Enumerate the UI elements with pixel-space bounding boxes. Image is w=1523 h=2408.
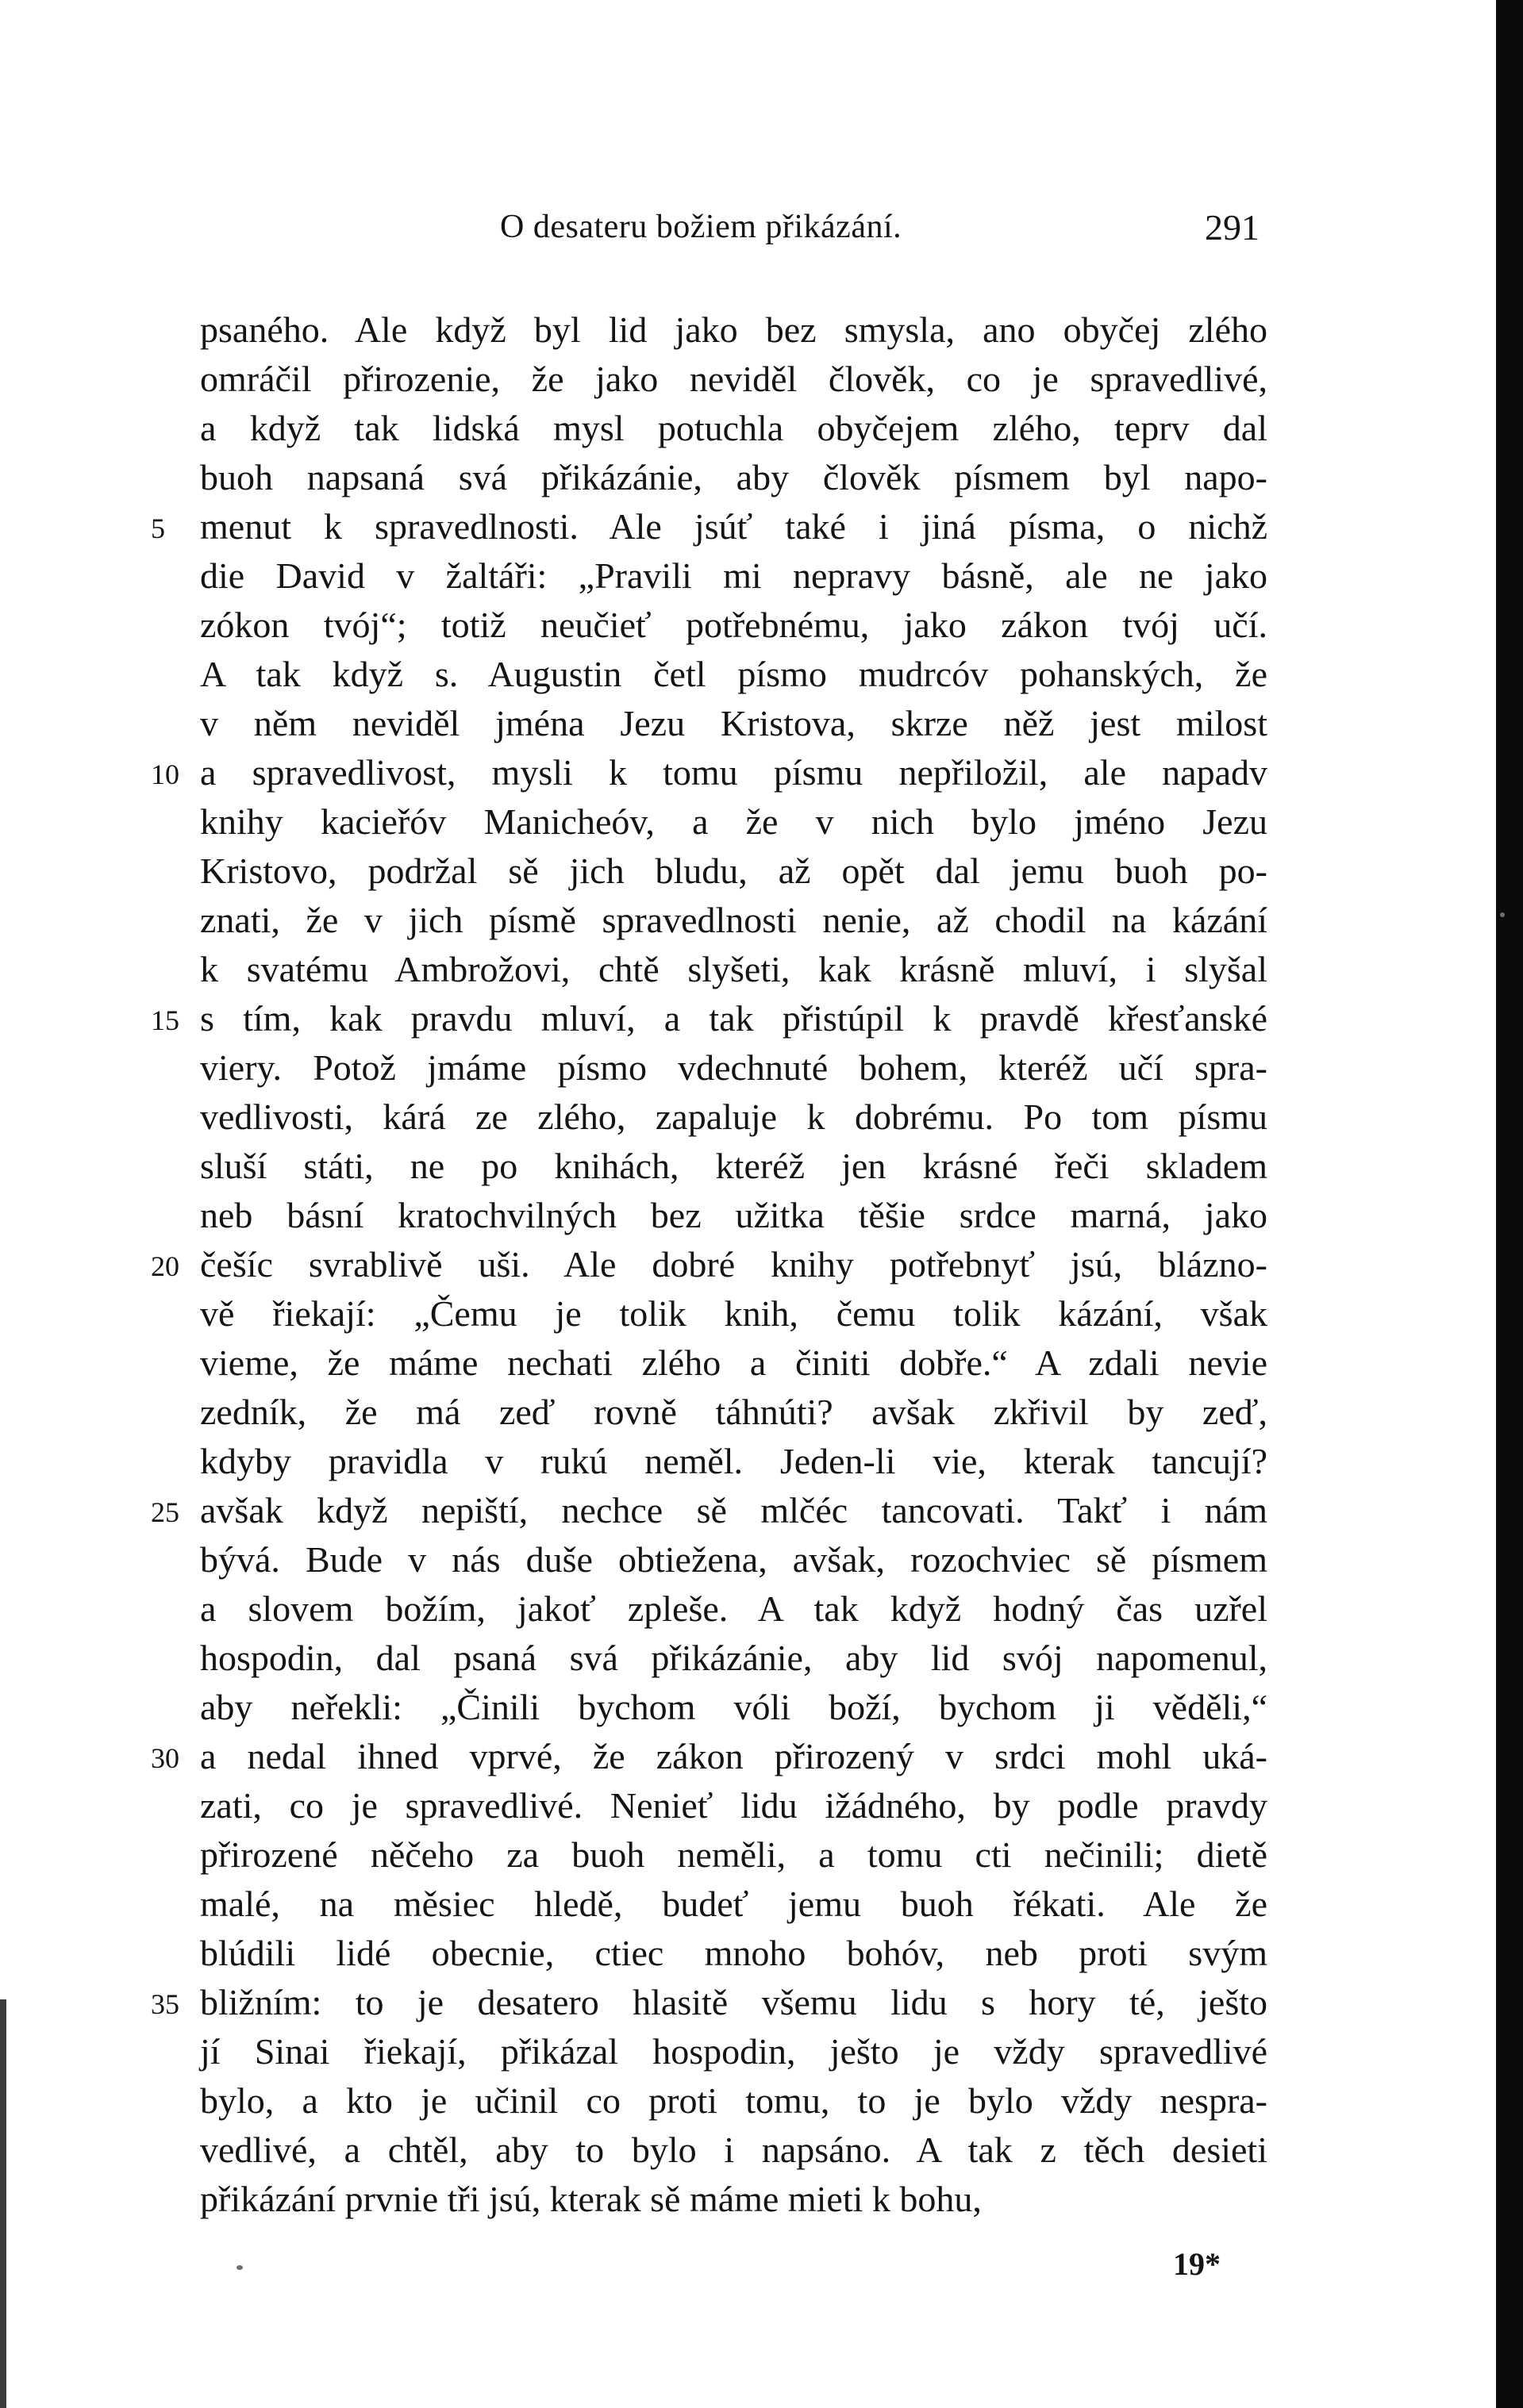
text-line <box>200 1535 1267 1584</box>
line-text: viery. Potož jmáme písmo vdechnuté bohem, kteréž učí spra- <box>200 1047 1267 1088</box>
line-text: s tím, kak pravdu mluví, a tak přistúpil k pravdě křesťanské <box>200 998 1267 1039</box>
line-text: k svatému Ambrožovi, chtě slyšeti, kak krásně mluví, i slyšal <box>200 949 1267 989</box>
text-line <box>200 404 1267 453</box>
signature-mark: 19* <box>1173 2246 1221 2282</box>
text-line <box>200 1437 1267 1486</box>
text-line <box>200 2027 1267 2076</box>
text-line <box>151 502 1267 551</box>
line-text: blúdili lidé obecnie, ctiec mnoho bohóv, neb proti svým <box>200 1933 1267 1973</box>
line-text: avšak když nepiští, nechce sě mlčéc tancovati. Takť i nám <box>200 1490 1267 1530</box>
text-line <box>200 896 1267 945</box>
scan-speck <box>237 2265 243 2270</box>
line-text: kdyby pravidla v rukú neměl. Jeden-li vie, kterak tancují? <box>200 1441 1267 1481</box>
line-text: přirozené něčeho za buoh neměli, a tomu cti nečinili; dietě <box>200 1834 1267 1875</box>
line-text: aby neřekli: „Činili bychom vóli boží, bychom ji věděli,“ <box>200 1687 1267 1727</box>
line-text: vieme, že máme nechati zlého a činiti dobře.“ A zdali nevie <box>200 1342 1267 1383</box>
line-number: 15 <box>151 1004 179 1036</box>
line-number: 25 <box>151 1496 179 1528</box>
text-line <box>200 650 1267 699</box>
text-line <box>200 355 1267 404</box>
text-line <box>200 2175 1267 2224</box>
text-line <box>200 699 1267 748</box>
text-line <box>200 1929 1267 1978</box>
line-text: psaného. Ale když byl lid jako bez smysla, ano obyčej zlého <box>200 309 1267 350</box>
line-text: v něm neviděl jména Jezu Kristova, skrze něž jest milost <box>200 703 1267 743</box>
line-text: češíc svrablivě uši. Ale dobré knihy potřebnyť jsú, blázno- <box>200 1244 1267 1285</box>
line-number: 30 <box>151 1742 179 1774</box>
line-text: A tak když s. Augustin četl písmo mudrcóv pohanských, že <box>200 654 1267 694</box>
text-line <box>200 1093 1267 1142</box>
line-number: 5 <box>151 513 165 544</box>
text-line <box>200 1830 1267 1880</box>
line-text: vě řiekají: „Čemu je tolik knih, čemu tolik kázání, však <box>200 1293 1267 1334</box>
line-text: Kristovo, podržal sě jich bludu, až opět dal jemu buoh po- <box>200 851 1267 891</box>
line-text: buoh napsaná svá přikázánie, aby člověk písmem byl napo- <box>200 457 1267 497</box>
text-line <box>200 1142 1267 1191</box>
line-text: a nedal ihned vprvé, že zákon přirozený v srdci mohl uká- <box>200 1736 1267 1776</box>
scan-speck <box>1500 912 1505 917</box>
line-text: zókon tvój“; totiž neučieť potřebnému, jako zákon tvój učí. <box>200 605 1267 645</box>
text-line <box>200 1191 1267 1240</box>
line-text: die David v žaltáři: „Pravili mi nepravy básně, ale ne jako <box>200 555 1267 596</box>
text-line <box>151 1240 1267 1289</box>
text-line <box>200 1043 1267 1093</box>
line-text: znati, že v jich písmě spravedlnosti nenie, až chodil na kázání <box>200 900 1267 940</box>
text-line <box>151 1486 1267 1535</box>
text-line <box>200 847 1267 896</box>
text-line <box>200 601 1267 650</box>
text-line <box>151 1978 1267 2027</box>
text-line <box>200 1683 1267 1732</box>
line-text: jí Sinai řiekají, přikázal hospodin, ješto je vždy spravedlivé <box>200 2031 1267 2072</box>
line-text: hospodin, dal psaná svá přikázánie, aby lid svój napomenul, <box>200 1638 1267 1678</box>
running-title: O desateru božiem přikázání. <box>500 209 902 245</box>
line-text: a když tak lidská mysl potuchla obyčejem zlého, teprv dal <box>200 408 1267 448</box>
line-text: a slovem božím, jakoť zpleše. A tak když hodný čas uzřel <box>200 1588 1267 1629</box>
line-text: bylo, a kto je učinil co proti tomu, to je bylo vždy nespra- <box>200 2080 1267 2121</box>
text-line <box>200 1880 1267 1929</box>
body-text <box>151 305 1267 2224</box>
text-line <box>151 1732 1267 1781</box>
text-line <box>200 1584 1267 1634</box>
scan-border-left <box>0 1999 6 2408</box>
text-line <box>200 1338 1267 1388</box>
line-text: a spravedlivost, mysli k tomu písmu nepřiložil, ale napadv <box>200 752 1267 793</box>
text-line <box>200 551 1267 601</box>
text-line <box>200 305 1267 355</box>
line-text: knihy kacieřóv Manicheóv, a že v nich bylo jméno Jezu <box>200 801 1267 842</box>
line-text: vedlivé, a chtěl, aby to bylo i napsáno. A tak z těch desieti <box>200 2130 1267 2170</box>
line-text: přikázání prvnie tři jsú, kterak sě máme mieti k bohu, <box>200 2179 982 2219</box>
text-line <box>200 1781 1267 1830</box>
text-line <box>151 994 1267 1043</box>
line-text: zedník, že má zeď rovně táhnúti? avšak zkřivil by zeď, <box>200 1392 1267 1432</box>
line-text: zati, co je spravedlivé. Nenieť lidu ižádného, by podle pravdy <box>200 1785 1267 1826</box>
line-text: omráčil přirozenie, že jako neviděl člověk, co je spravedlivé, <box>200 359 1267 399</box>
line-text: neb básní kratochvilných bez užitka těšie srdce marná, jako <box>200 1195 1267 1235</box>
text-line <box>200 1388 1267 1437</box>
line-number: 10 <box>151 759 179 790</box>
text-line <box>200 1634 1267 1683</box>
text-line <box>151 748 1267 797</box>
line-text: menut k spravedlnosti. Ale jsúť také i jiná písma, o nichž <box>200 506 1267 547</box>
line-text: bližním: to je desatero hlasitě všemu lidu s hory té, ješto <box>200 1982 1267 2022</box>
text-line <box>200 945 1267 994</box>
text-line <box>200 1289 1267 1338</box>
line-text: malé, na měsiec hledě, budeť jemu buoh řékati. Ale že <box>200 1884 1267 1924</box>
text-line <box>200 2076 1267 2126</box>
text-line <box>200 453 1267 502</box>
text-line <box>200 797 1267 847</box>
line-text: bývá. Bude v nás duše obtiežena, avšak, rozochviec sě písmem <box>200 1539 1267 1580</box>
scan-border-right <box>1496 0 1523 2408</box>
line-text: sluší státi, ne po knihách, kteréž jen krásné řeči skladem <box>200 1146 1267 1186</box>
line-text: vedlivosti, kárá ze zlého, zapaluje k dobrému. Po tom písmu <box>200 1096 1267 1137</box>
page-number: 291 <box>1205 207 1260 248</box>
line-number: 35 <box>151 1988 179 2020</box>
text-line <box>200 2126 1267 2175</box>
line-number: 20 <box>151 1250 179 1282</box>
